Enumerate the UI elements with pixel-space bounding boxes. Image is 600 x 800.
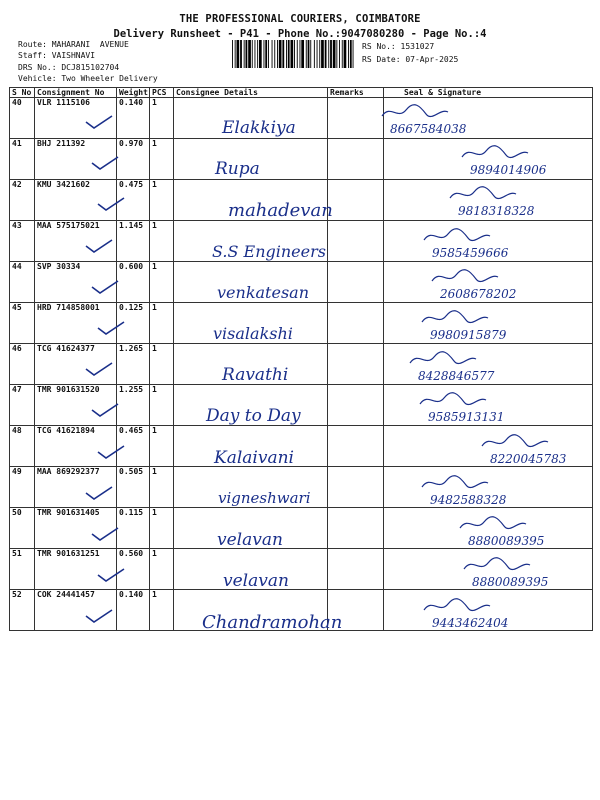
check-mark-icon (84, 114, 114, 130)
handwritten-phone-signature: 9585913131 (428, 410, 505, 425)
row-sno: 51 (10, 549, 35, 590)
check-mark-icon (90, 526, 120, 542)
row-pcs: 1 (150, 262, 174, 303)
row-weight: 1.265 (117, 344, 150, 385)
handwritten-phone-signature: 2608678202 (440, 286, 517, 301)
row-pcs: 1 (150, 467, 174, 508)
row-consignment-no: SVP 30334 (35, 262, 117, 303)
row-sno: 48 (10, 426, 35, 467)
handwritten-consignee-name: vigneshwari (218, 488, 311, 507)
row-sno: 41 (10, 139, 35, 180)
handwritten-consignee-name: S.S Engineers (212, 241, 326, 261)
handwritten-phone-signature: 8428846577 (418, 369, 495, 384)
check-mark-icon (90, 402, 120, 418)
handwritten-consignee-name: Kalaivani (214, 447, 294, 468)
row-sno: 45 (10, 303, 35, 344)
col-consignment: Consignment No (35, 88, 117, 98)
row-consignment-no: BHJ 211392 (35, 139, 117, 180)
row-weight: 0.600 (117, 262, 150, 303)
runsheet-title: Delivery Runsheet - P41 - Phone No.:9047080280 - Page No.:4 (113, 28, 487, 40)
row-sno: 52 (10, 590, 35, 631)
signature-scribble-icon (460, 143, 530, 163)
col-pcs: PCS (150, 88, 174, 98)
signature-scribble-icon (422, 226, 492, 246)
row-sno: 47 (10, 385, 35, 426)
row-consignment-no: TCG 41624377 (35, 344, 117, 385)
row-consignment-no: KMU 3421602 (35, 180, 117, 221)
barcode (232, 40, 354, 68)
row-weight: 0.140 (117, 590, 150, 631)
drs-label: DRS No.: DCJ815102704 (18, 63, 120, 72)
row-weight: 0.970 (117, 139, 150, 180)
handwritten-consignee-name: venkatesan (217, 282, 309, 302)
row-consignment-no: TMR 901631520 (35, 385, 117, 426)
check-mark-icon (96, 567, 126, 583)
signature-scribble-icon (380, 102, 450, 122)
row-weight: 0.560 (117, 549, 150, 590)
row-pcs: 1 (150, 303, 174, 344)
row-remarks-cell (328, 549, 384, 590)
handwritten-consignee-name: Ravathi (222, 365, 289, 386)
row-pcs: 1 (150, 549, 174, 590)
handwritten-phone-signature: 9585459666 (432, 245, 509, 260)
route-label: Route: MAHARANI AVENUE (18, 40, 129, 49)
row-pcs: 1 (150, 139, 174, 180)
signature-scribble-icon (420, 308, 490, 328)
row-remarks-cell (328, 467, 384, 508)
check-mark-icon (84, 608, 114, 624)
vehicle-label: Vehicle: Two Wheeler Delivery (18, 74, 158, 83)
row-remarks-cell (328, 303, 384, 344)
handwritten-phone-signature: 9482588328 (430, 492, 507, 507)
row-remarks-cell (328, 344, 384, 385)
row-weight: 0.140 (117, 98, 150, 139)
row-sno: 43 (10, 221, 35, 262)
row-remarks-cell (328, 262, 384, 303)
row-remarks-cell (328, 426, 384, 467)
handwritten-phone-signature: 9818318328 (458, 204, 535, 219)
row-pcs: 1 (150, 508, 174, 549)
handwritten-phone-signature: 8880089395 (468, 534, 545, 548)
handwritten-consignee-name: Day to Day (206, 406, 301, 427)
col-weight: Weight (117, 88, 150, 98)
row-sno: 40 (10, 98, 35, 139)
row-weight: 0.505 (117, 467, 150, 508)
row-consignment-no: MAA 869292377 (35, 467, 117, 508)
signature-scribble-icon (462, 555, 532, 575)
row-pcs: 1 (150, 344, 174, 385)
signature-scribble-icon (420, 473, 490, 493)
row-consignment-no: VLR 1115106 (35, 98, 117, 139)
handwritten-phone-signature: 8880089395 (472, 575, 549, 590)
handwritten-phone-signature: 9894014906 (470, 163, 547, 178)
signature-scribble-icon (480, 432, 550, 452)
row-weight: 0.125 (117, 303, 150, 344)
row-remarks-cell (328, 221, 384, 262)
row-sno: 44 (10, 262, 35, 303)
row-remarks-cell (328, 385, 384, 426)
row-weight: 0.115 (117, 508, 150, 549)
signature-scribble-icon (430, 267, 500, 287)
table-header-row (10, 88, 593, 98)
row-pcs: 1 (150, 180, 174, 221)
signature-scribble-icon (448, 184, 518, 204)
row-sno: 50 (10, 508, 35, 549)
row-remarks-cell (328, 180, 384, 221)
col-consignee: Consignee Details (174, 88, 328, 98)
check-mark-icon (96, 444, 126, 460)
row-weight: 1.255 (117, 385, 150, 426)
handwritten-consignee-name: Rupa (215, 159, 260, 180)
handwritten-phone-signature: 9443462404 (432, 616, 509, 631)
handwritten-phone-signature: 8667584038 (390, 122, 467, 136)
row-sno: 49 (10, 467, 35, 508)
row-weight: 0.465 (117, 426, 150, 467)
rs-date: RS Date: 07-Apr-2025 (362, 55, 459, 64)
handwritten-consignee-name: Elakkiya (222, 118, 296, 138)
row-consignment-no: TCG 41621894 (35, 426, 117, 467)
staff-label: Staff: VAISHNAVI (18, 51, 96, 60)
handwritten-consignee-name: velavan (223, 571, 289, 592)
row-pcs: 1 (150, 98, 174, 139)
row-weight: 0.475 (117, 180, 150, 221)
row-remarks-cell (328, 98, 384, 139)
row-consignment-no: TMR 901631251 (35, 549, 117, 590)
col-remarks: Remarks (328, 88, 384, 98)
col-signature: Seal & Signature (384, 88, 593, 98)
signature-scribble-icon (422, 596, 492, 616)
rs-number: RS No.: 1531027 (362, 42, 435, 51)
row-weight: 1.145 (117, 221, 150, 262)
row-remarks-cell (328, 139, 384, 180)
row-pcs: 1 (150, 426, 174, 467)
check-mark-icon (96, 320, 126, 336)
handwritten-consignee-name: velavan (217, 530, 283, 550)
row-consignment-no: TMR 901631405 (35, 508, 117, 549)
row-sno: 46 (10, 344, 35, 385)
handwritten-consignee-name: mahadevan (228, 200, 333, 222)
handwritten-consignee-name: Chandramohan (202, 612, 343, 634)
row-consignment-no: HRD 714858001 (35, 303, 117, 344)
check-mark-icon (90, 155, 120, 171)
row-remarks-cell (328, 508, 384, 549)
check-mark-icon (84, 485, 114, 501)
row-pcs: 1 (150, 385, 174, 426)
signature-scribble-icon (458, 514, 528, 534)
signature-scribble-icon (418, 390, 488, 410)
row-sno: 42 (10, 180, 35, 221)
check-mark-icon (90, 279, 120, 295)
check-mark-icon (84, 238, 114, 254)
check-mark-icon (84, 361, 114, 377)
handwritten-phone-signature: 8220045783 (490, 451, 567, 466)
row-consignment-no: MAA 575175021 (35, 221, 117, 262)
company-title: THE PROFESSIONAL COURIERS, COIMBATORE (179, 13, 421, 25)
handwritten-phone-signature: 9980915879 (430, 328, 507, 342)
signature-scribble-icon (408, 349, 478, 369)
handwritten-consignee-name: visalakshi (213, 324, 293, 343)
row-consignment-no: COK 24441457 (35, 590, 117, 631)
row-pcs: 1 (150, 221, 174, 262)
row-pcs: 1 (150, 590, 174, 631)
col-sno: S No (10, 88, 35, 98)
check-mark-icon (96, 196, 126, 212)
